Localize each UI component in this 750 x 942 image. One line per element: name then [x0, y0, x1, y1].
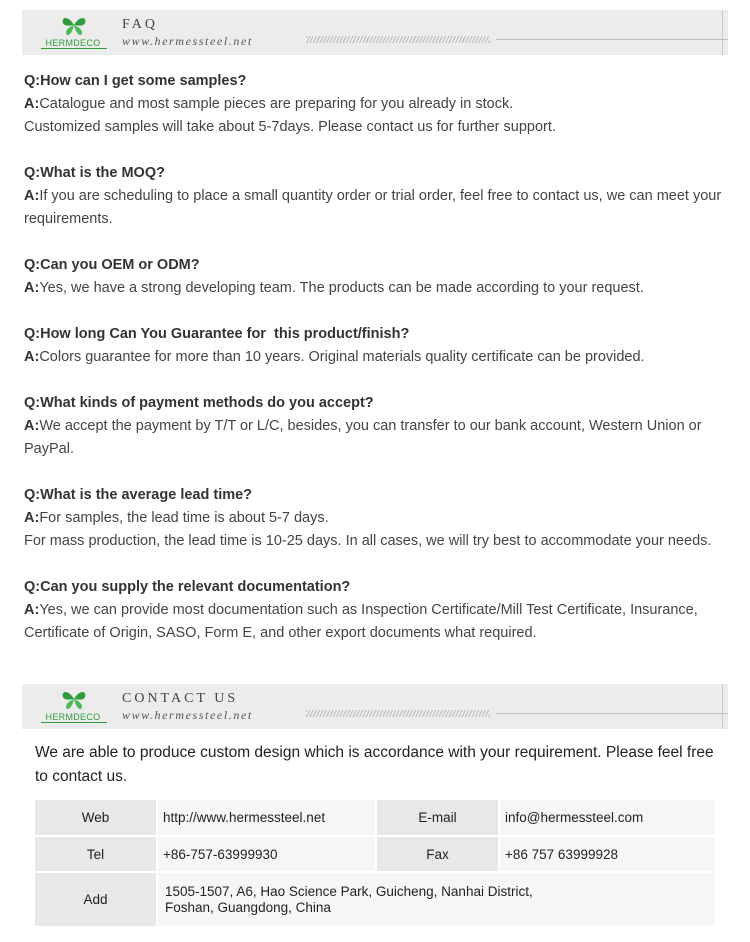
contact-intro: We are able to produce custom design which is accordance with your requirement. Please feel free to contact us.: [35, 744, 714, 785]
hermdeco-logo: [36, 686, 114, 728]
faq-item: [24, 576, 736, 645]
email-label: E-mail: [377, 800, 498, 835]
logo-text: HERMDECO: [45, 38, 101, 48]
contact-url: www.hermessteel.net: [122, 708, 253, 722]
contact-table: [35, 800, 715, 926]
faq-item: [24, 484, 736, 553]
fax-label: Fax: [377, 837, 498, 871]
faq-answer: A:We accept the payment by T/T or L/C, besides, you can transfer to our bank account, Western Union or PayPal.: [24, 418, 702, 457]
faq-answer: A:If you are scheduling to place a small quantity order or trial order, feel free to contact us, we can meet your requirements.: [24, 188, 722, 227]
faq-answer: A:Yes, we have a strong developing team. The products can be made according to your request.: [24, 280, 644, 296]
faq-question: Q:How can I get some samples?: [24, 73, 247, 89]
faq-item: [24, 254, 736, 300]
faq-url: www.hermessteel.net: [122, 34, 253, 48]
faq-item: [24, 392, 736, 461]
faq-banner: [22, 10, 728, 55]
address-line: 1505-1507, A6, Hao Science Park, Guicheng, Nanhai District,: [165, 883, 533, 899]
hatch-decoration: [306, 36, 490, 43]
contact-title: CONTACT US: [122, 691, 239, 706]
logo-text: HERMDECO: [45, 712, 101, 722]
divider-line: [496, 39, 728, 40]
logo-underline: [41, 48, 107, 49]
faq-question: Q:How long Can You Guarantee for this product/finish?: [24, 326, 410, 342]
faq-answer-extra: Customized samples will take about 5-7days. Please contact us for further support.: [24, 119, 556, 135]
add-label: Add: [35, 873, 156, 926]
address-line: Foshan, Guangdong, China: [165, 899, 331, 915]
faq-question: Q:What kinds of payment methods do you accept?: [24, 395, 374, 411]
divider-line: [496, 713, 728, 714]
faq-question: Q:What is the MOQ?: [24, 165, 165, 181]
faq-answer: A:Colors guarantee for more than 10 years. Original materials quality certificate can be provided.: [24, 349, 645, 365]
faq-answer-extra: For mass production, the lead time is 10-25 days. In all cases, we will try best to accommodate your needs.: [24, 533, 712, 549]
email-value[interactable]: info@hermessteel.com: [500, 800, 715, 835]
butterfly-icon: [60, 687, 88, 711]
tel-label: Tel: [35, 837, 156, 871]
contact-banner: [22, 684, 728, 729]
faq-list: [24, 70, 736, 668]
add-value: [158, 873, 715, 926]
faq-answer: A:For samples, the lead time is about 5-7 days.: [24, 510, 329, 526]
web-value[interactable]: http://www.hermessteel.net: [158, 800, 375, 835]
faq-question: Q:Can you OEM or ODM?: [24, 257, 200, 273]
fax-value: +86 757 63999928: [500, 837, 715, 871]
logo-underline: [41, 722, 107, 723]
faq-item: [24, 70, 736, 139]
butterfly-icon: [60, 13, 88, 37]
faq-question: Q:Can you supply the relevant documentation?: [24, 579, 351, 595]
web-label: Web: [35, 800, 156, 835]
faq-item: [24, 162, 736, 231]
faq-title: FAQ: [122, 17, 158, 32]
divider-line: [722, 10, 723, 55]
faq-question: Q:What is the average lead time?: [24, 487, 253, 503]
faq-item: [24, 323, 736, 369]
hatch-decoration: [306, 710, 490, 717]
tel-value: +86-757-63999930: [158, 837, 375, 871]
hermdeco-logo: [36, 12, 114, 54]
divider-line: [722, 684, 723, 729]
faq-answer: A:Catalogue and most sample pieces are preparing for you already in stock.: [24, 96, 514, 112]
faq-answer: A:Yes, we can provide most documentation such as Inspection Certificate/Mill Test Certificate, Insurance, Certificate of Origin, SASO, Form E, and other export documents what required.: [24, 602, 698, 641]
